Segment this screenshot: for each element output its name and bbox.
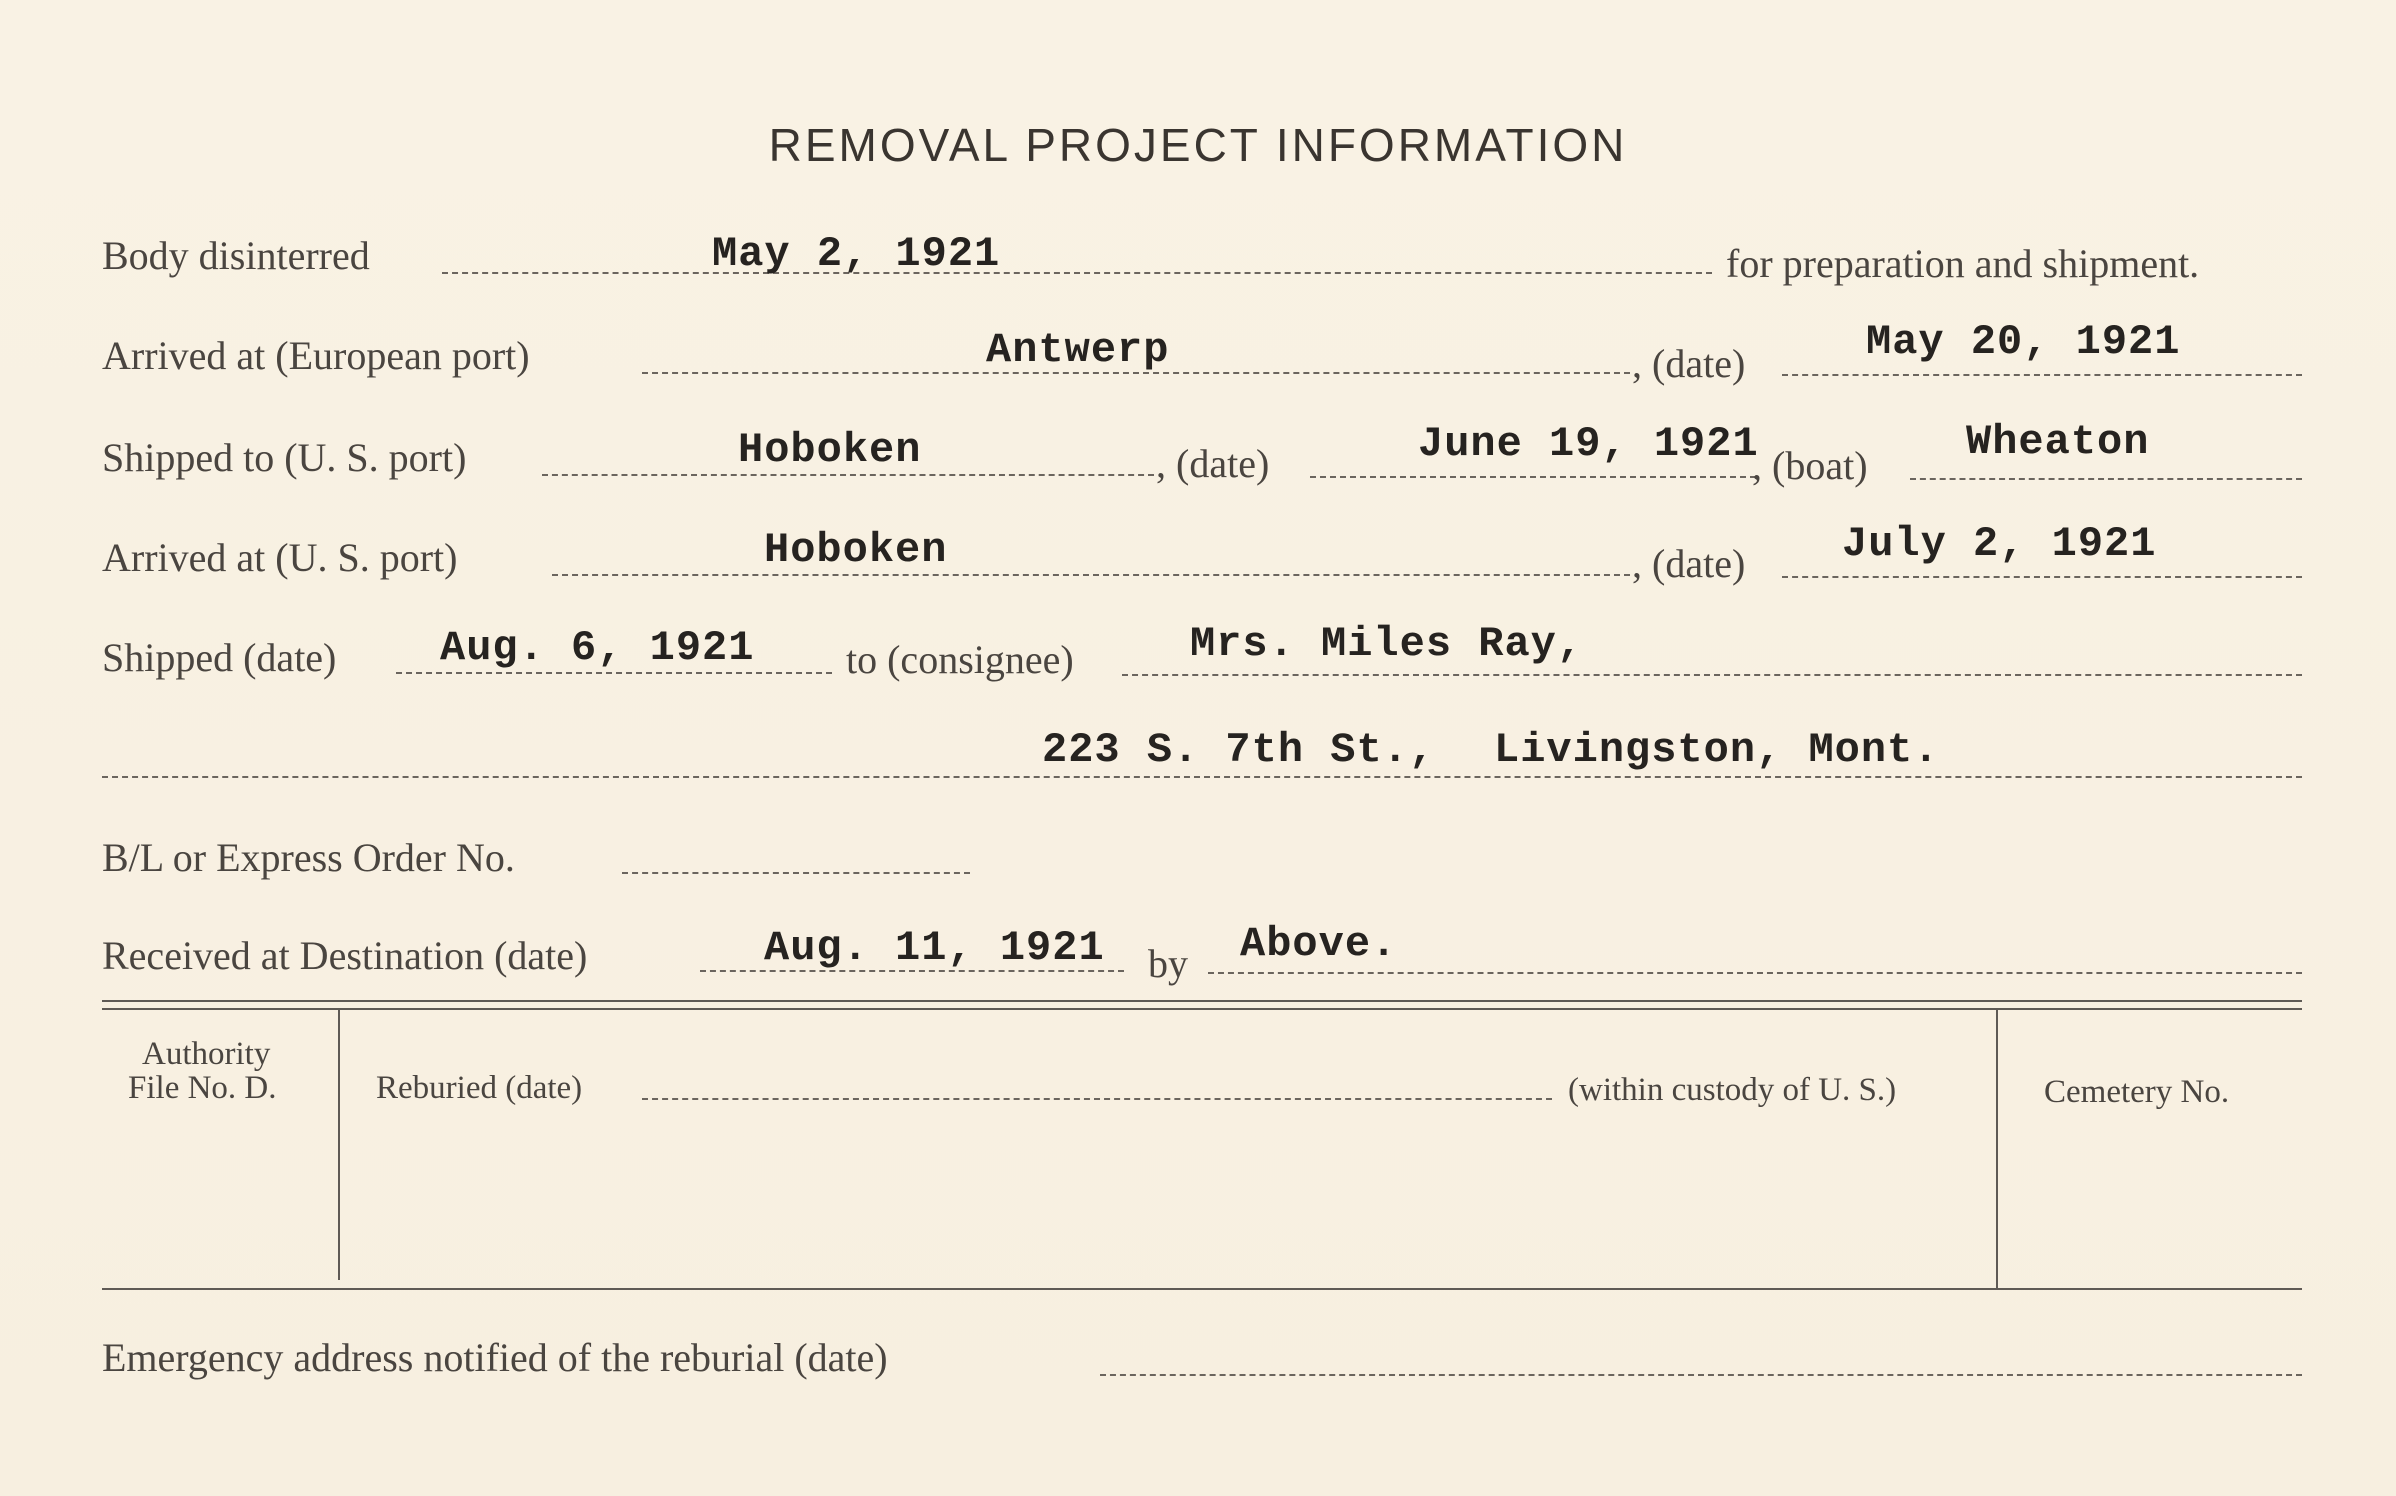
emergency-label: Emergency address notified of the reburial (date) (102, 1335, 888, 1380)
address-line (102, 776, 2302, 778)
shipped-us-date-label: , (date) (1156, 441, 1270, 486)
cemetery-label: Cemetery No. (2044, 1074, 2230, 1110)
authority-label: Authority (142, 1036, 271, 1072)
shipped-date-line (396, 672, 832, 674)
received-by-label: by (1148, 941, 1188, 986)
body-disinterred-label: Body disinterred (102, 233, 370, 278)
received-date: Aug. 11, 1921 (764, 924, 1105, 972)
arrived-european-date: May 20, 1921 (1866, 318, 2181, 366)
bl-order-line (622, 872, 970, 874)
arrived-us-label: Arrived at (U. S. port) (102, 535, 458, 580)
arrived-us-port: Hoboken (764, 526, 948, 574)
arrived-us-date: July 2, 1921 (1842, 520, 2157, 568)
arrived-european-label: Arrived at (European port) (102, 333, 530, 378)
bl-order-label: B/L or Express Order No. (102, 835, 515, 880)
shipped-us-port: Hoboken (738, 426, 922, 474)
reburied-label: Reburied (date) (376, 1070, 583, 1106)
arrived-us-port-line (552, 574, 1630, 576)
received-by: Above. (1240, 920, 1398, 968)
received-label: Received at Destination (date) (102, 933, 588, 978)
card-title: REMOVAL PROJECT INFORMATION (768, 119, 1628, 171)
reburied-line (642, 1098, 1552, 1100)
consignee-label: to (consignee) (846, 637, 1074, 682)
arrived-european-date-line (1782, 374, 2302, 376)
shipped-us-boat-line (1910, 478, 2302, 480)
body-disinterred-suffix: for preparation and shipment. (1726, 241, 2200, 286)
body-disinterred-date: May 2, 1921 (712, 230, 1001, 278)
consignee-address: 223 S. 7th St., (1042, 726, 1436, 774)
consignee-name: Mrs. Miles Ray, (1190, 620, 1584, 668)
box-top-rule-1 (102, 1000, 2302, 1002)
box-divider-left (338, 1008, 340, 1280)
shipped-us-boat-label: , (boat) (1752, 443, 1868, 488)
authority-file-label: File No. D. (128, 1070, 277, 1106)
box-top-rule-2 (102, 1008, 2302, 1010)
consignee-line (1122, 674, 2302, 676)
arrived-european-port: Antwerp (986, 326, 1170, 374)
shipped-us-date-line (1310, 476, 1756, 478)
arrived-european-date-label: , (date) (1632, 341, 1746, 386)
custody-label: (within custody of U. S.) (1568, 1072, 1897, 1108)
arrived-us-date-line (1782, 576, 2302, 578)
arrived-us-date-label: , (date) (1632, 541, 1746, 586)
emergency-line (1100, 1374, 2302, 1376)
body-disinterred-line (442, 272, 1712, 274)
shipped-us-port-line (542, 474, 1154, 476)
consignee-city: Livingston, Mont. (1494, 726, 1940, 774)
shipped-us-boat: Wheaton (1966, 418, 2150, 466)
box-divider-right (1996, 1008, 1998, 1288)
box-bottom-rule (102, 1288, 2302, 1290)
shipped-date: Aug. 6, 1921 (440, 624, 755, 672)
shipped-us-date: June 19, 1921 (1418, 420, 1759, 468)
received-by-line (1208, 972, 2302, 974)
shipped-date-label: Shipped (date) (102, 635, 337, 680)
shipped-us-label: Shipped to (U. S. port) (102, 435, 467, 480)
